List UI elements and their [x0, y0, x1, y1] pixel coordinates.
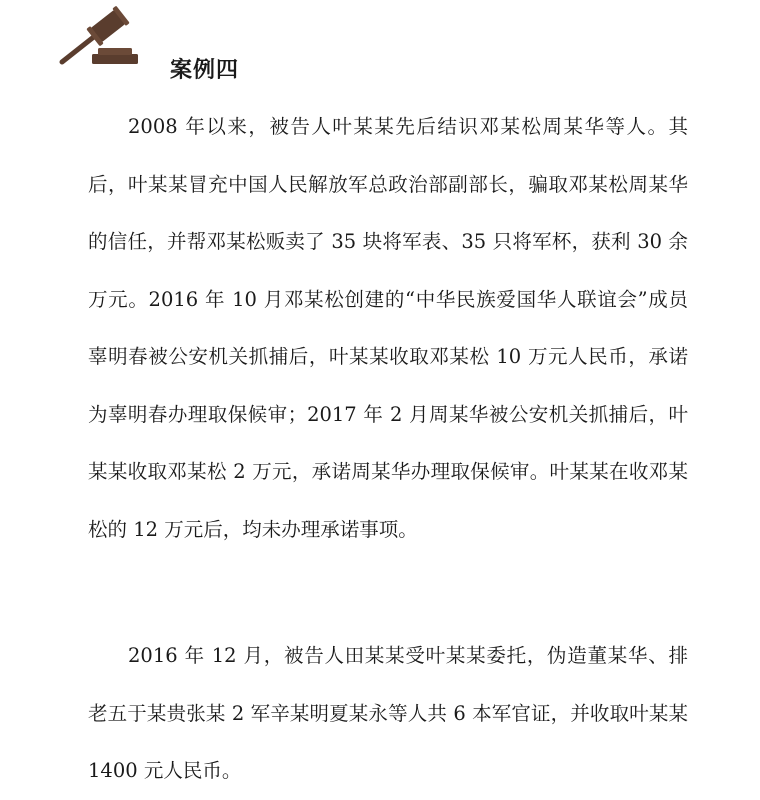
paragraph-2: 2016 年 12 月，被告人田某某受叶某某委托，伪造董某华、排老五于某贵张某 2 军辛某明夏某永等人共 6 本军官证，并收取叶某某 1400 元人民币。 — [88, 644, 688, 782]
section-heading: 案例四 — [170, 58, 240, 83]
paragraph-1: 2008 年以来，被告人叶某某先后结识邓某松周某华等人。其后，叶某某冒充中国人民解放军总政治部副部长，骗取邓某松周某华的信任，并帮邓某松贩卖了 35 块将军表、35 只将军杯，获利 30 余万元。2016 年 10 月邓某松创建的“中华民族爱国华人联谊会”成员辜明春被公安机关抓捕后，叶某某收取邓某松 10 万元人民币，承诺为辜明春办理取保候审；2017 年 2 月周某华被公安机关抓捕后，叶某某收取邓某松 2 万元，承诺周某华办理取保候审。叶某某在收邓某松的 12 万元后，均未办理承诺事项。 — [88, 115, 688, 541]
gavel-icon — [56, 2, 140, 68]
